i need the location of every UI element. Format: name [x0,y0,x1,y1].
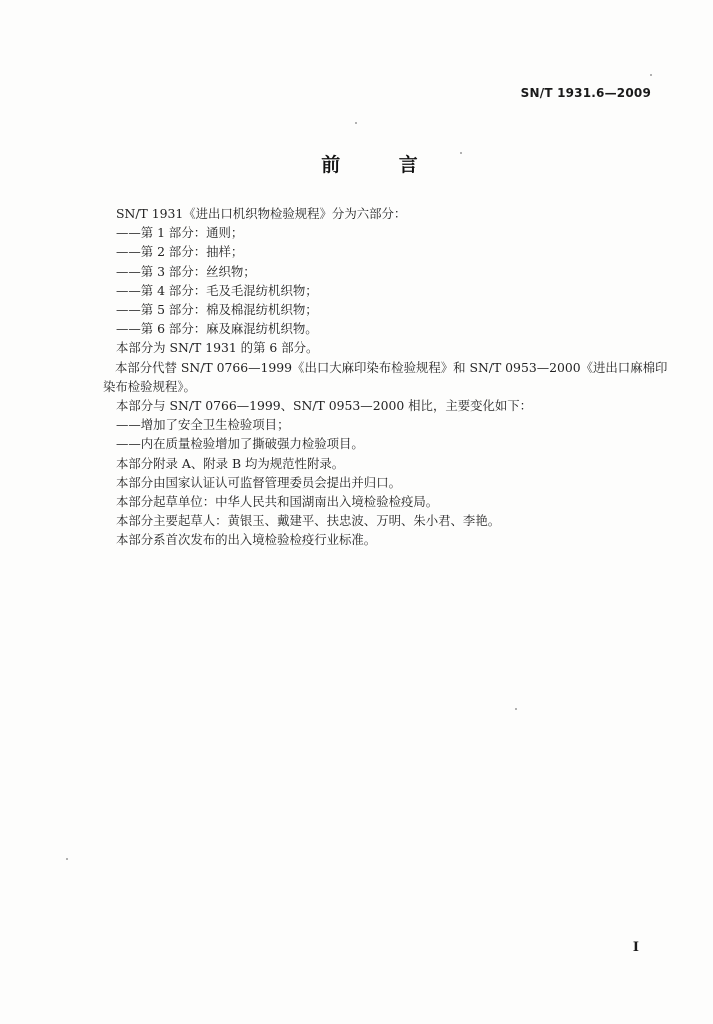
scan-speck [650,74,652,76]
paragraph-intro: SN/T 1931《进出口机织物检验规程》分为六部分： [116,206,407,221]
page-title: 前 言 [321,154,444,176]
paragraph-changes: 本部分与 SN/T 0766—1999、SN/T 0953—2000 相比，主要变化如下： [116,398,533,414]
scan-speck [355,122,357,124]
list-item-change-2: ——内在质量检验增加了撕破强力检验项目。 [116,436,364,452]
foreword-body [103,204,668,550]
standard-code: SN/T 1931.6—2009 [520,86,651,100]
paragraph-proposed-by: 本部分由国家认证认可监督管理委员会提出并归口。 [116,474,401,490]
list-item-part-2: ——第 2 部分：抽样； [116,244,244,260]
paragraph-first-issue: 本部分系首次发布的出入境检验检疫行业标准。 [116,532,377,548]
list-item-part-3: ——第 3 部分：丝织物； [116,263,256,279]
paragraph-drafting-unit: 本部分起草单位：中华人民共和国湖南出入境检验检疫局。 [116,494,439,510]
list-item-part-5: ——第 5 部分：棉及棉混纺机织物； [116,302,318,318]
list-item-part-6: ——第 6 部分：麻及麻混纺机织物。 [116,321,318,337]
paragraph-drafters: 本部分主要起草人：黄银玉、戴建平、扶忠波、万明、朱小君、李艳。 [116,513,501,529]
scan-speck [515,708,517,710]
paragraph-replaces: 本部分代替 SN/T 0766—1999《出口大麻印染布检验规程》和 SN/T 0953—2000《进出口麻棉印染布检验规程》。 [103,359,668,394]
page-number: I [632,940,639,955]
list-item-change-1: ——增加了安全卫生检验项目； [116,417,290,433]
scan-speck [460,152,462,154]
list-item-part-4: ——第 4 部分：毛及毛混纺机织物； [116,282,318,298]
paragraph-part-statement: 本部分为 SN/T 1931 的第 6 部分。 [116,340,319,356]
paragraph-annexes: 本部分附录 A、附录 B 均为规范性附录。 [116,455,345,471]
scan-speck [66,858,68,860]
list-item-part-1: ——第 1 部分：通则； [116,225,244,241]
